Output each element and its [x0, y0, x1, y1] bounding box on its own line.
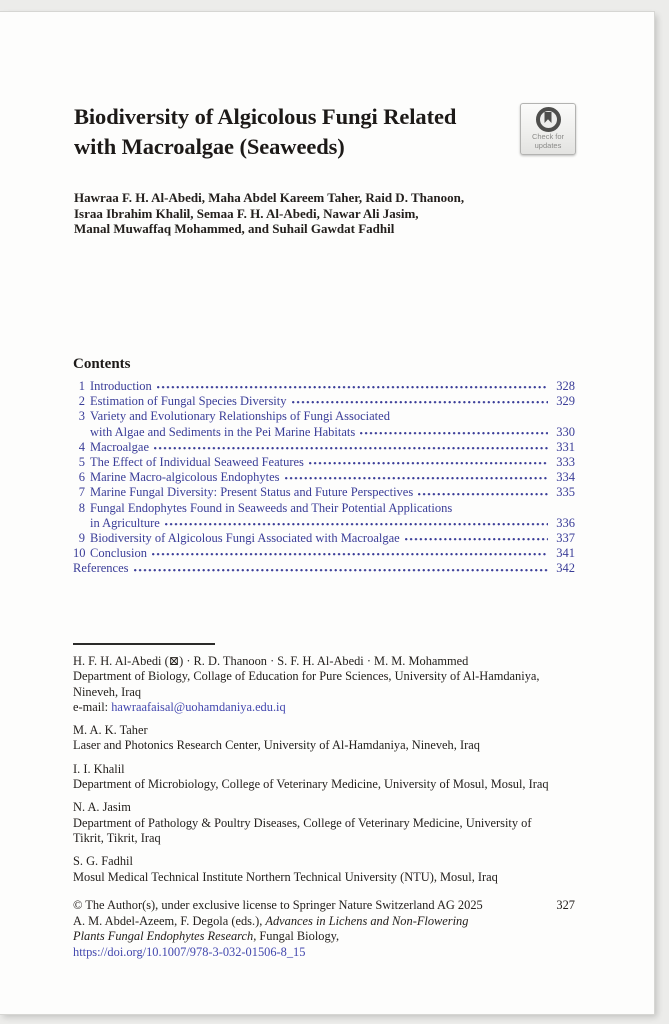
toc-page-number: 335 [556, 485, 575, 500]
toc-entry-number: 2 [78, 394, 85, 409]
toc-entry-line [90, 516, 575, 531]
toc-entry-title: Introduction [90, 379, 152, 393]
email-link[interactable]: hawraafaisal@uohamdaniya.edu.iq [111, 699, 286, 714]
affiliation-line: Department of Pathology & Poultry Diseases, College of Veterinary Medicine, University of [73, 815, 532, 830]
toc-entry-title: Marine Macro-algicolous Endophytes [90, 470, 280, 485]
toc-entry-line [90, 394, 575, 409]
affiliation-block [73, 654, 581, 715]
chapter-title-line1: Biodiversity of Algicolous Fungi Related [74, 104, 457, 129]
editors-names: A. M. Abdel-Azeem, F. Degola (eds.), [73, 913, 266, 928]
affiliation-line: Nineveh, Iraq [73, 684, 142, 699]
toc-entry-number: 3 [78, 409, 85, 424]
toc-entry[interactable] [73, 455, 575, 470]
affiliation-line: Tikrit, Tikrit, Iraq [73, 830, 161, 845]
bookmark-icon [536, 107, 561, 132]
toc-dot-leader [292, 401, 548, 405]
toc-entry[interactable] [73, 394, 575, 409]
toc-page-number: 333 [556, 455, 575, 470]
author-line: Israa Ibrahim Khalil, Semaa F. H. Al-Abedi, Nawar Ali Jasim, [74, 205, 419, 221]
toc-entry-body [90, 470, 575, 485]
toc-entry[interactable] [73, 561, 575, 576]
copyright-line: © The Author(s), under exclusive license to Springer Nature Switzerland AG 2025 [73, 898, 483, 912]
toc-entry-body [90, 455, 575, 470]
toc-entry-body [90, 531, 575, 546]
affiliation-line: Laser and Photonics Research Center, University of Al-Hamdaniya, Nineveh, Iraq [73, 738, 480, 753]
toc-entry-title: Macroalgae [90, 439, 149, 454]
email-line [73, 700, 581, 715]
toc-entry-body [90, 394, 575, 409]
affiliation-line: N. A. Jasim [73, 800, 131, 815]
toc-entry[interactable] [73, 409, 575, 439]
affiliation-block [73, 762, 581, 793]
toc-entry-title: in Agriculture [90, 515, 160, 530]
toc-page-number: 337 [556, 531, 575, 546]
book-page [0, 12, 654, 1014]
toc-entry-body [90, 379, 575, 394]
toc-entry-number: 9 [78, 531, 85, 546]
toc-entry-line [90, 425, 575, 440]
toc-entry-title: with Algae and Sediments in the Pei Marine Habitats [90, 424, 356, 439]
contents-heading: Contents [73, 356, 131, 372]
toc-entry-number: 5 [78, 455, 85, 470]
toc-page-number: 342 [556, 561, 575, 576]
badge-label-line1: Check for [531, 132, 565, 141]
check-for-updates-label [521, 133, 575, 150]
toc-dot-leader [360, 432, 548, 436]
toc-entry-title: Estimation of Fungal Species Diversity [90, 394, 287, 409]
toc-entry[interactable] [73, 546, 575, 561]
affiliation-line: Mosul Medical Technical Institute Northern Technical University (NTU), Mosul, Iraq [73, 869, 498, 884]
table-of-contents [73, 379, 575, 577]
badge-label-line2: updates [534, 140, 562, 150]
toc-entry-number: 7 [78, 485, 85, 500]
affiliation-line: H. F. H. Al-Abedi (⊠) · R. D. Thanoon · S. F. H. Al-Abedi · M. M. Mohammed [73, 654, 469, 668]
folio-page-number: 327 [556, 898, 575, 912]
toc-dot-leader [134, 569, 548, 573]
toc-page-number: 331 [556, 439, 575, 454]
toc-dot-leader [154, 447, 548, 451]
toc-entry-line: Variety and Evolutionary Relationships of Fungi Associated [90, 409, 390, 424]
toc-entry-title: Biodiversity of Algicolous Fungi Associated with Macroalgae [90, 531, 400, 546]
affiliation-block [73, 854, 581, 885]
toc-entry-title: References [73, 561, 129, 576]
toc-page-number: 328 [556, 379, 575, 393]
toc-entry-number: 1 [78, 379, 85, 393]
toc-page-number: 334 [556, 470, 575, 485]
affiliation-line: Department of Biology, Collage of Education for Pure Sciences, University of Al-Hamdaniya, [73, 669, 540, 684]
author-line: Hawraa F. H. Al-Abedi, Maha Abdel Kareem Taher, Raid D. Thanoon, [74, 190, 465, 205]
toc-entry-title: The Effect of Individual Seaweed Features [90, 455, 304, 470]
affiliation-line: I. I. Khalil [73, 761, 125, 776]
toc-dot-leader [157, 386, 548, 390]
series-name: , Fungal Biology, [253, 929, 340, 943]
toc-entry-line: Fungal Endophytes Found in Seaweeds and Their Potential Applications [90, 500, 453, 515]
chapter-title [74, 102, 514, 162]
toc-dot-leader [309, 462, 548, 466]
affiliation-block [73, 800, 581, 846]
book-title-part1: Advances in Lichens and Non-Flowering [265, 913, 469, 928]
toc-entry-line [90, 531, 575, 546]
chapter-title-line2: with Macroalgae (Seaweeds) [74, 134, 345, 159]
toc-page-number: 341 [556, 546, 575, 561]
toc-entry-body [90, 546, 575, 561]
author-list [74, 190, 544, 237]
footnote-separator [73, 643, 215, 645]
toc-entry[interactable] [73, 501, 575, 531]
author-line: Manal Muwaffaq Mohammed, and Suhail Gawdat Fadhil [74, 221, 395, 236]
toc-entry-line [90, 440, 575, 455]
toc-entry-body [90, 409, 575, 439]
toc-entry[interactable] [73, 485, 575, 500]
toc-entry[interactable] [73, 379, 575, 394]
toc-entry-number: 8 [78, 500, 85, 515]
toc-entry-number: 6 [78, 470, 85, 485]
email-prefix: e-mail: [73, 699, 112, 714]
toc-dot-leader [418, 493, 548, 497]
affiliation-block [73, 723, 581, 754]
toc-entry-line [90, 470, 575, 485]
toc-entry-number: 10 [73, 546, 86, 561]
check-for-updates-badge[interactable] [520, 103, 576, 155]
imprint-block [73, 898, 575, 960]
affiliation-line: Department of Microbiology, College of Veterinary Medicine, University of Mosul, Mosul, Iraq [73, 777, 549, 792]
toc-dot-leader [165, 523, 548, 527]
toc-dot-leader [405, 538, 548, 542]
toc-entry[interactable] [73, 440, 575, 455]
toc-page-number: 336 [556, 515, 575, 530]
author-affiliations [73, 654, 581, 893]
editors-line [73, 914, 575, 930]
toc-entry-line [90, 455, 575, 470]
toc-entry[interactable] [73, 531, 575, 546]
toc-dot-leader [152, 553, 548, 557]
toc-entry-line [90, 546, 575, 561]
toc-page-number: 330 [556, 424, 575, 439]
toc-entry-number: 4 [78, 439, 85, 454]
toc-entry-line [90, 379, 575, 394]
toc-entry[interactable] [73, 470, 575, 485]
toc-entry-body [73, 561, 575, 576]
toc-entry-body [90, 485, 575, 500]
toc-dot-leader [285, 477, 548, 481]
toc-entry-body [90, 501, 575, 531]
toc-entry-body [90, 440, 575, 455]
series-line [73, 929, 575, 945]
toc-entry-line [90, 485, 575, 500]
toc-entry-title: Conclusion [90, 546, 147, 561]
affiliation-line: M. A. K. Taher [73, 723, 148, 738]
doi-link[interactable]: https://doi.org/10.1007/978-3-032-01506-8_15 [73, 944, 306, 959]
book-title-part2: Plants Fungal Endophytes Research [73, 929, 254, 943]
affiliation-line: S. G. Fadhil [73, 854, 133, 869]
toc-page-number: 329 [556, 394, 575, 409]
toc-entry-line [73, 561, 575, 576]
toc-entry-title: Marine Fungal Diversity: Present Status and Future Perspectives [90, 485, 414, 500]
